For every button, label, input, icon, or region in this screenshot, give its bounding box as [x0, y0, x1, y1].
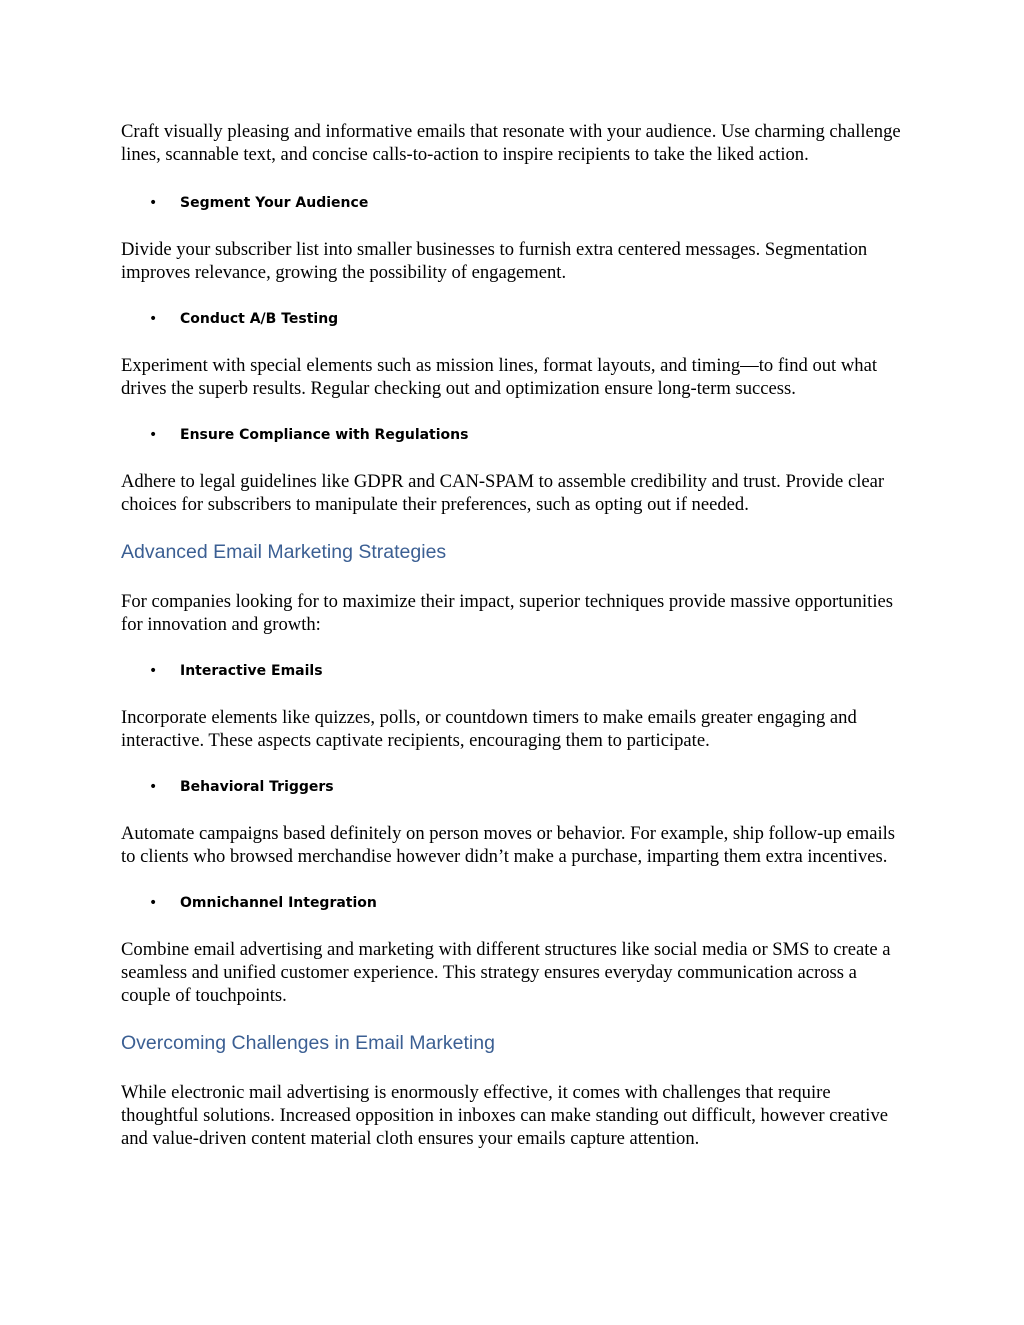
bullet-label: Omnichannel Integration: [180, 895, 377, 911]
bullet-item-omnichannel: [121, 893, 911, 913]
bullet-icon: •: [149, 895, 158, 911]
paragraph-segmentation: Divide your subscriber list into smaller businesses to furnish extra centered messages. Segmentation improves relevance, growing the possibility of engagement.: [121, 239, 868, 283]
bullet-icon: •: [149, 311, 158, 327]
paragraph-email-design: Craft visually pleasing and informative emails that resonate with your audience. Use charming challenge lines, scannable text, and concise calls-to-action to inspire recipients to take the liked action.: [121, 121, 901, 165]
document-body: [121, 120, 911, 1150]
bullet-icon: •: [149, 427, 158, 443]
bullet-icon: •: [149, 195, 158, 211]
bullet-icon: •: [149, 779, 158, 795]
bullet-label: Segment Your Audience: [180, 195, 369, 211]
bullet-label: Interactive Emails: [180, 663, 323, 679]
paragraph-advanced-intro: For companies looking for to maximize their impact, superior techniques provide massive opportunities for innovation and growth:: [121, 591, 893, 635]
bullet-label: Behavioral Triggers: [180, 779, 334, 795]
bullet-item-segment-audience: [121, 193, 911, 213]
bullet-item-compliance: [121, 425, 911, 445]
section-heading-advanced-strategies: Advanced Email Marketing Strategies: [121, 541, 447, 563]
section-heading-overcoming-challenges: Overcoming Challenges in Email Marketing: [121, 1032, 495, 1054]
paragraph-omnichannel: Combine email advertising and marketing with different structures like social media or SMS to create a seamless and unified customer experience. This strategy ensures everyday communication across a couple of touchpoints.: [121, 939, 891, 1006]
bullet-icon: •: [149, 663, 158, 679]
paragraph-regulations: Adhere to legal guidelines like GDPR and CAN-SPAM to assemble credibility and trust. Provide clear choices for subscribers to manipulate their preferences, such as opting out if needed.: [121, 471, 885, 515]
paragraph-automate: Automate campaigns based definitely on person moves or behavior. For example, ship follow-up emails to clients who browsed merchandise however didn’t make a purchase, imparting them extra incentives.: [121, 823, 896, 867]
bullet-item-interactive-emails: [121, 661, 911, 681]
bullet-label: Conduct A/B Testing: [180, 311, 339, 327]
paragraph-challenges: While electronic mail advertising is enormously effective, it comes with challenges that require thoughtful solutions. Increased opposition in inboxes can make standing out difficult, however creative and value-driven content material cloth ensures your emails capture attention.: [121, 1082, 888, 1149]
bullet-item-behavioral-triggers: [121, 777, 911, 797]
paragraph-experiment: Experiment with special elements such as mission lines, format layouts, and timing—to find out what drives the superb results. Regular checking out and optimization ensure long-term success.: [121, 355, 878, 399]
bullet-item-ab-testing: [121, 309, 911, 329]
paragraph-interactive: Incorporate elements like quizzes, polls, or countdown timers to make emails greater engaging and interactive. These aspects captivate recipients, encouraging them to participate.: [121, 707, 857, 751]
bullet-label: Ensure Compliance with Regulations: [180, 427, 469, 443]
